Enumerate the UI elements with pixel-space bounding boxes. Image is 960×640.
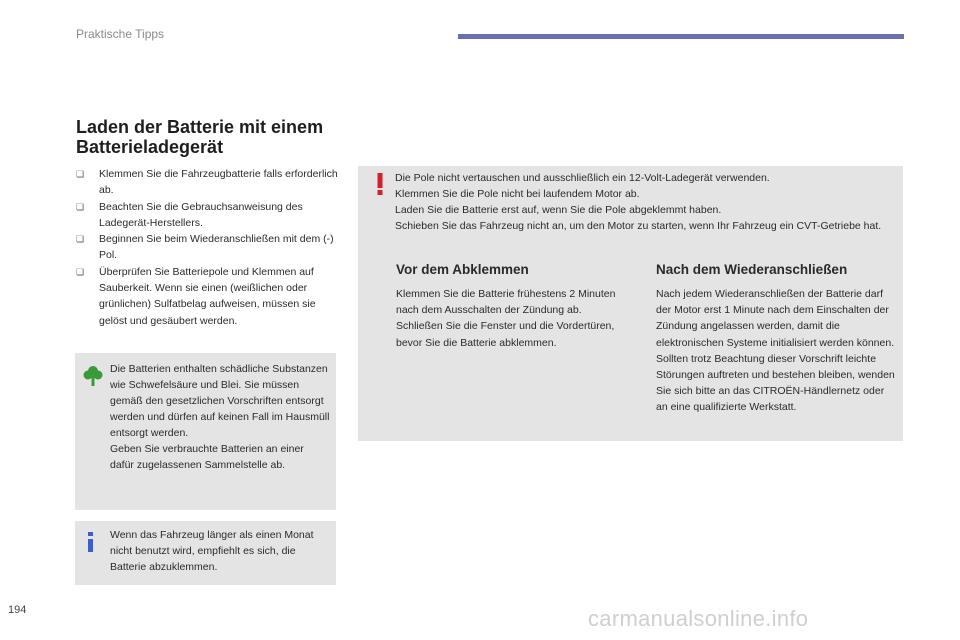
- list-item: ❏ Beachten Sie die Gebrauchsanweisung des Ladegerät-Herstellers.: [76, 200, 303, 229]
- info-note-box: [75, 521, 336, 585]
- after-reconnect-title: Nach dem Wiederanschließen: [656, 262, 848, 277]
- header-accent-bar: [458, 34, 904, 39]
- section-header: Praktische Tipps: [76, 27, 165, 41]
- environment-note-box: [75, 353, 336, 510]
- warning-text: Die Pole nicht vertauschen und ausschließlich ein 12-Volt-Ladegerät verwenden. Klemmen Sie die Pole nicht bei laufendem Motor ab. Laden Sie die Batterie erst auf, wenn Sie die Pole abgeklemmt haben. Schieben Sie das Fahrzeug nicht an, um den Motor zu starten, wenn Ihr Fahrzeug ein CVT-Getriebe hat.: [395, 172, 882, 232]
- list-item: ❏ Klemmen Sie die Fahrzeugbatterie falls erforderlich ab.: [76, 168, 338, 197]
- before-disconnect-title: Vor dem Abklemmen: [396, 262, 529, 277]
- list-item: ❏ Beginnen Sie beim Wiederanschließen mit dem (-) Pol.: [76, 233, 334, 262]
- warning-icon: [376, 172, 384, 196]
- warning-box: [358, 166, 903, 441]
- info-note-text: Wenn das Fahrzeug länger als einen Monat nicht benutzt wird, empfiehlt es sich, die Batterie abzuklemmen.: [110, 529, 314, 573]
- environment-note-text-2: Geben Sie verbrauchte Batterien an einer dafür zugelassenen Sammelstelle ab.: [110, 443, 304, 471]
- list-item: ❏ Überprüfen Sie Batteriepole und Klemmen auf Sauberkeit. Wenn sie einen (weißlichen oder grünlichen) Sulfatbelag aufweisen, müssen sie gelöst und gesäubert werden.: [76, 265, 316, 327]
- page-number: 194: [8, 604, 27, 616]
- leaf-icon: [83, 363, 103, 387]
- checkbox-icon: ❏: [76, 169, 85, 179]
- instruction-list: [76, 166, 338, 329]
- checkbox-icon: ❏: [76, 234, 85, 245]
- checkbox-icon: ❏: [76, 266, 85, 277]
- after-reconnect-text: Nach jedem Wiederanschließen der Batterie darf der Motor erst 1 Minute nach dem Einschalten der Zündung angelassen werden, damit die elektronischen Systeme initialisiert werden können. Sollten trotz Beachtung dieser Vorschrift leichte Störungen auftreten und bestehen bleiben, wenden Sie sich bitte an das CITROËN-Händlernetz oder an eine qualifizierte Werkstatt.: [656, 288, 895, 414]
- page-title: Laden der Batterie mit einem Batterieladegerät: [76, 117, 324, 157]
- before-disconnect-text: Klemmen Sie die Batterie frühestens 2 Minuten nach dem Ausschalten der Zündung ab. Schließen Sie die Fenster und die Vordertüren, bevor Sie die Batterie abklemmen.: [396, 288, 616, 349]
- environment-note-text: Die Batterien enthalten schädliche Substanzen wie Schwefelsäure und Blei. Sie müssen gemäß den gesetzlichen Vorschriften entsorgt werden und dürfen auf keinen Fall im Hausmüll entsorgt werden.: [110, 363, 330, 439]
- checkbox-icon: ❏: [76, 201, 85, 212]
- watermark: carmanualsonline.info: [588, 606, 809, 631]
- info-icon: [85, 530, 97, 554]
